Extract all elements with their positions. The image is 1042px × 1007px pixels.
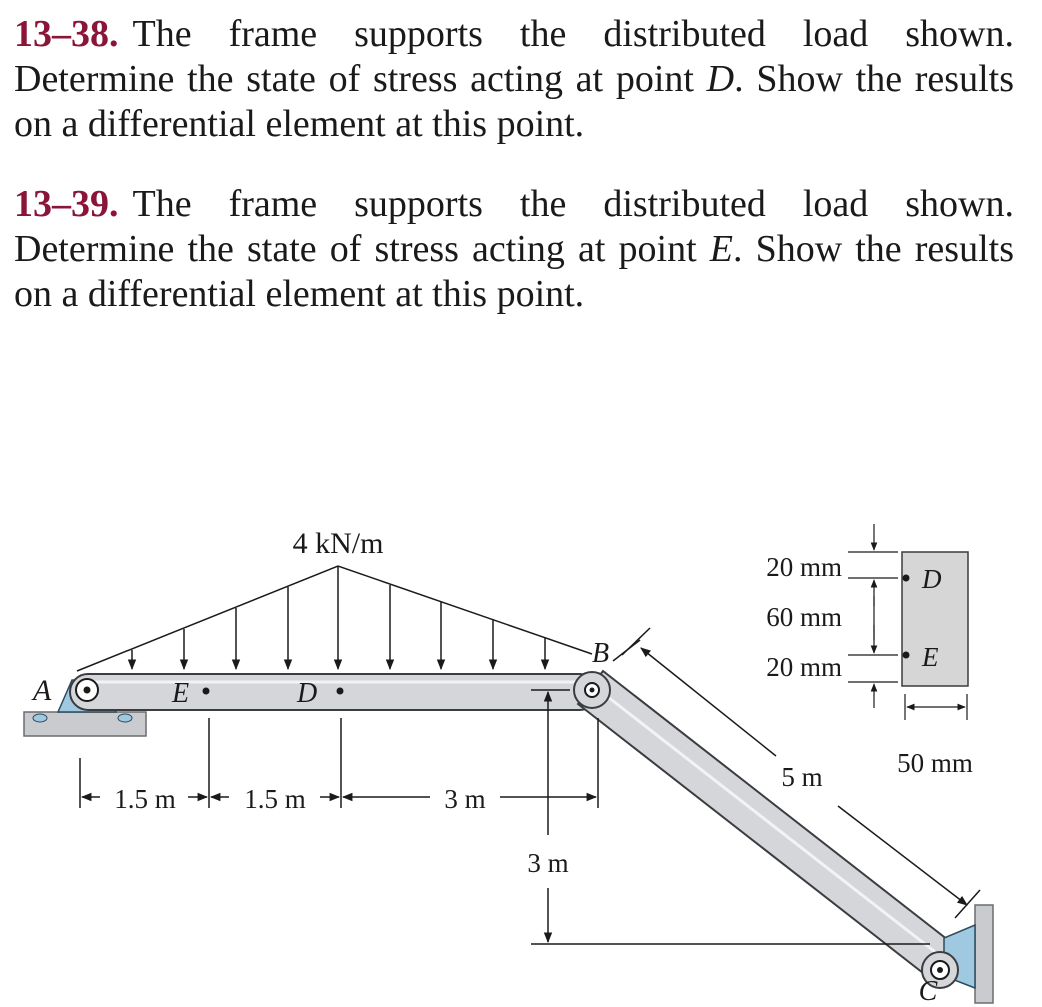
dim-label-inclined: 5 m (781, 762, 823, 792)
member-bc-highlight (590, 683, 948, 962)
wall-block (975, 905, 993, 1003)
dim-label-1: 1.5 m (114, 784, 176, 814)
label-c: C (918, 976, 938, 1007)
pin-a-center (84, 687, 91, 694)
member-bc (574, 671, 966, 987)
problem-point: E (709, 228, 733, 270)
label-e: E (172, 678, 190, 709)
dim-label-vertical: 3 m (527, 848, 569, 878)
section-dim-width: 50 mm (897, 748, 973, 778)
problem-text-end: . Show the results on a differential element at this point. (14, 228, 1014, 315)
cross-section (766, 524, 973, 778)
label-d: D (297, 678, 318, 709)
pin-c-center (937, 967, 943, 973)
bolt-left (33, 714, 47, 722)
problem-text-end: . Show the results on a differential element at this point. (14, 58, 1014, 145)
section-point-d (903, 575, 910, 582)
point-e-dot (203, 688, 210, 695)
problem-number: 13–38. (14, 13, 119, 55)
problem-number: 13–39. (14, 183, 119, 225)
dim-label-2: 1.5 m (244, 784, 306, 814)
section-label-e: E (922, 642, 939, 672)
pin-b-center (590, 688, 595, 693)
member-ab (70, 674, 598, 710)
dim-label-3: 3 m (444, 784, 486, 814)
bolt-right (118, 714, 132, 722)
load-arrows (132, 567, 545, 669)
section-dim-top: 20 mm (766, 552, 842, 582)
label-b: B (592, 638, 610, 669)
section-point-e (903, 652, 910, 659)
load-label: 4 kN/m (292, 527, 384, 560)
load-outline (77, 566, 592, 671)
label-a: A (33, 674, 52, 707)
point-d-dot (337, 688, 344, 695)
problem-point: D (706, 58, 735, 100)
section-dim-middle: 60 mm (766, 602, 842, 632)
problem-text: The frame supports the distributed load shown. Determine the state of stress acting at point (14, 13, 1014, 100)
section-label-d: D (922, 564, 942, 594)
section-dim-bottom: 20 mm (766, 652, 842, 682)
problem-text: The frame supports the distributed load shown. Determine the state of stress acting at point (14, 183, 1014, 270)
distributed-load (77, 527, 592, 671)
